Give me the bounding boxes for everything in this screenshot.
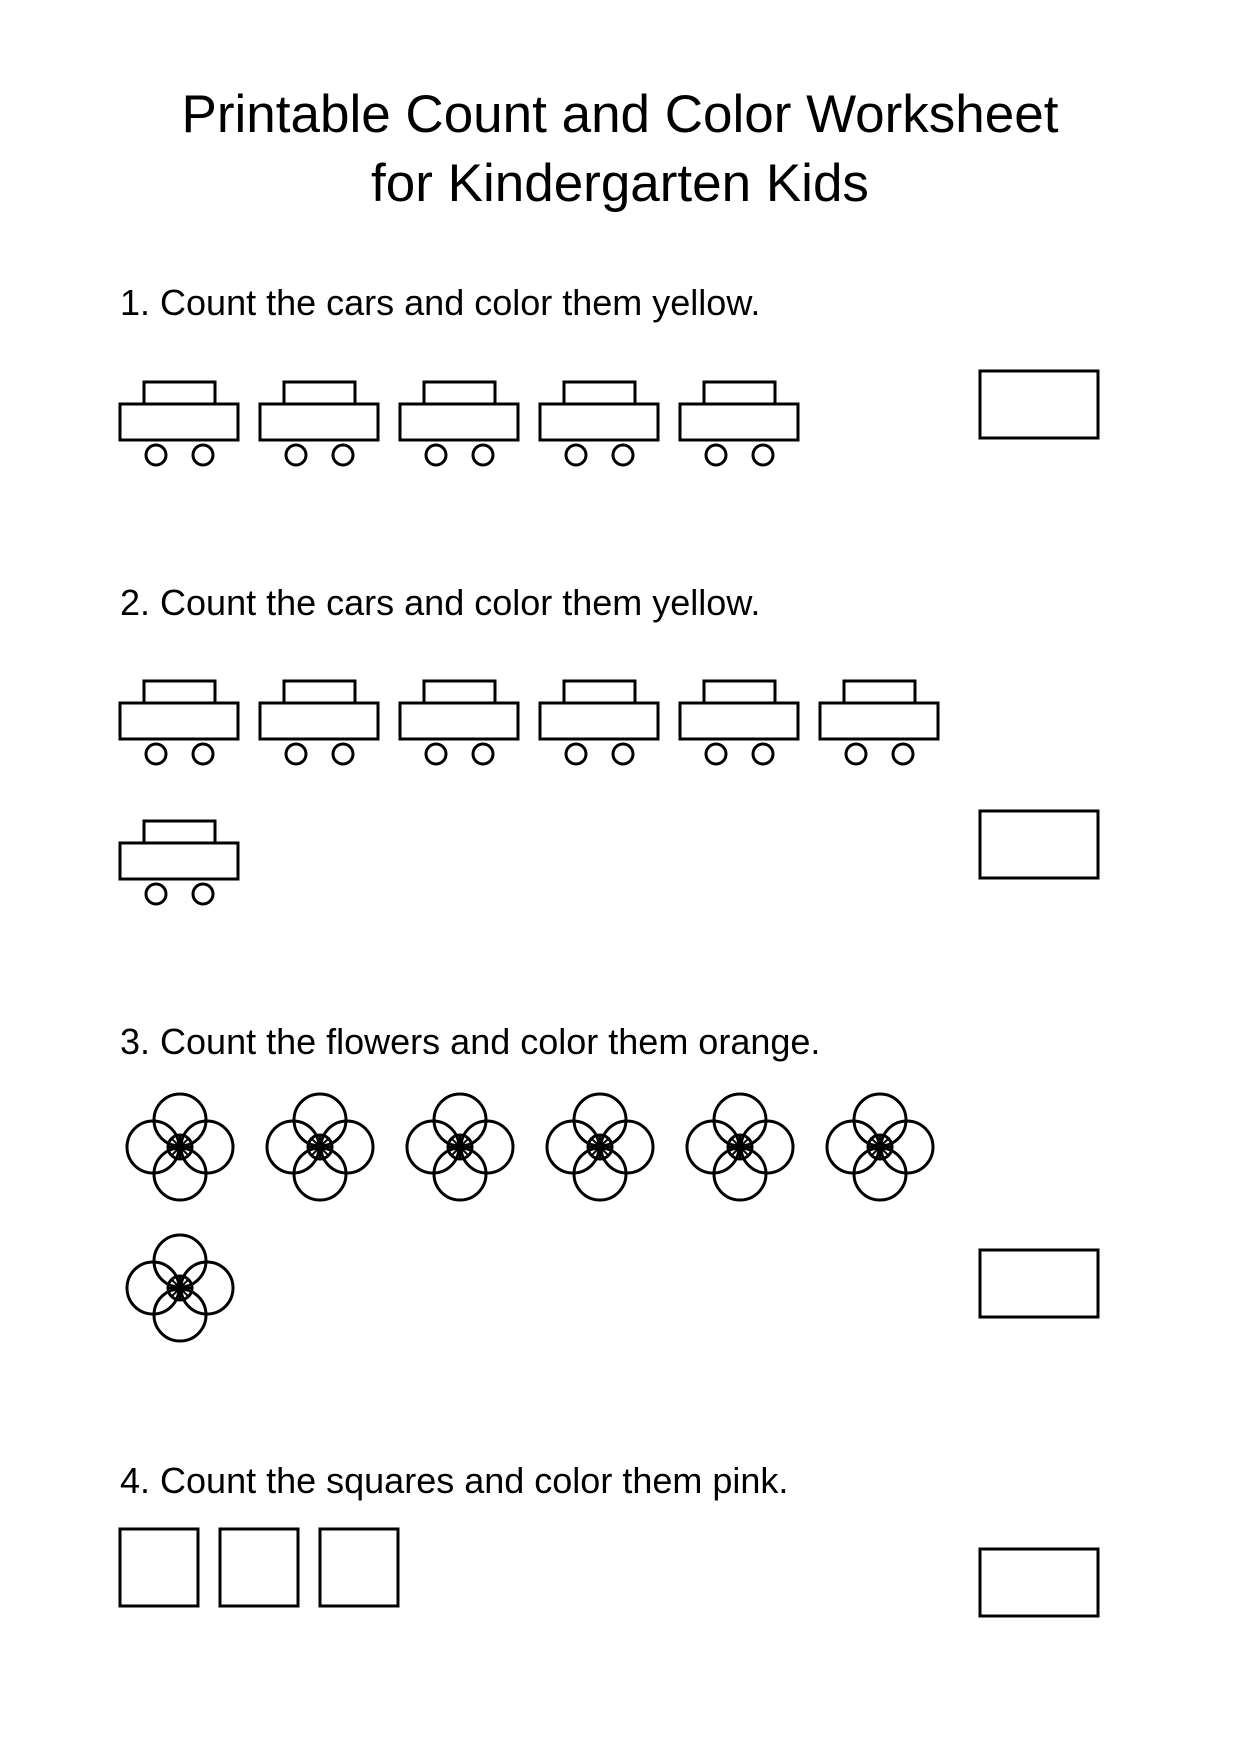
answer-box-3[interactable] (980, 1250, 1098, 1317)
car-icon (820, 681, 938, 764)
question-1-text: 1. Count the cars and color them yellow. (120, 282, 761, 323)
flower-icon (267, 1094, 373, 1200)
car-icon (120, 681, 238, 764)
car-icon (540, 681, 658, 764)
car-icon (680, 681, 798, 764)
flower-icon (407, 1094, 513, 1200)
question-4-text: 4. Count the squares and color them pink. (120, 1460, 789, 1501)
answer-box-4[interactable] (980, 1549, 1098, 1616)
question-2-text: 2. Count the cars and color them yellow. (120, 582, 761, 623)
title-line-1: Printable Count and Color Worksheet (181, 85, 1059, 144)
car-icon (260, 382, 378, 465)
flower-icon (827, 1094, 933, 1200)
car-icon (120, 382, 238, 465)
flower-icon (547, 1094, 653, 1200)
flower-icon (127, 1094, 233, 1200)
flower-icon (687, 1094, 793, 1200)
car-icon (260, 681, 378, 764)
car-icon (400, 681, 518, 764)
square-shape (220, 1529, 298, 1606)
car-icon (120, 821, 238, 904)
answer-box-1[interactable] (980, 371, 1098, 438)
question-3-text: 3. Count the flowers and color them orange. (120, 1021, 821, 1062)
car-icon (680, 382, 798, 465)
flower-icon (127, 1235, 233, 1341)
title-line-2: for Kindergarten Kids (371, 154, 869, 213)
car-icon (400, 382, 518, 465)
car-icon (540, 382, 658, 465)
square-shape (320, 1529, 398, 1606)
answer-box-2[interactable] (980, 811, 1098, 878)
square-shape (120, 1529, 198, 1606)
